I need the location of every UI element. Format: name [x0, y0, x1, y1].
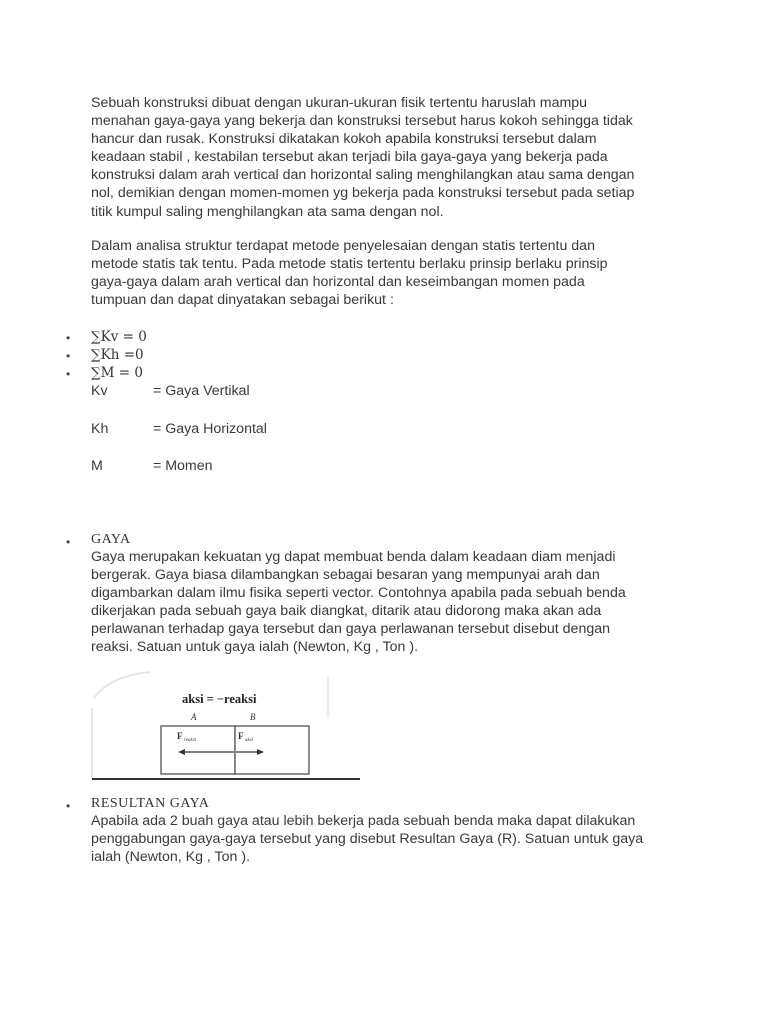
gaya-paragraph: [91, 548, 711, 657]
resultan-paragraph: [91, 812, 711, 866]
definition-symbol: Kh: [91, 421, 109, 437]
equation-sum-kh: ∑Kh =0: [91, 347, 144, 363]
definition-meaning: = Momen: [153, 458, 213, 474]
text-line: penggabungan gaya-gaya tersebut yang disebut Resultan Gaya (R). Satuan untuk gaya: [91, 831, 644, 848]
figure-title: aksi = −reaksi: [182, 692, 257, 706]
text-line: tumpuan dan dapat dinyatakan sebagai berikut :: [91, 292, 394, 309]
label-b: B: [250, 712, 256, 722]
text-line: hancur dan rusak. Konstruksi dikatakan kokoh apabila konstruksi tersebut dalam: [91, 131, 597, 148]
force-aksi-subscript: aksi: [245, 738, 254, 743]
text-line: gaya-gaya dalam arah vertical dan horizontal dan keseimbangan momen pada: [91, 274, 585, 291]
block-a: [161, 726, 235, 774]
force-aksi-label: F: [238, 731, 244, 741]
faint-stroke: [94, 672, 150, 698]
text-line: Sebuah konstruksi dibuat dengan ukuran-ukuran fisik tertentu haruslah mampu: [91, 95, 588, 111]
force-reaksi-subscript: reaksi: [184, 738, 197, 743]
definition-kv: [91, 382, 250, 400]
definition-symbol: M: [91, 458, 103, 474]
equation-sum-m: ∑M = 0: [91, 365, 143, 381]
bullet-icon: •: [66, 349, 71, 363]
text-line: dikerjakan pada sebuah gaya baik diangkat, ditarik atau didorong maka akan ada: [91, 603, 602, 620]
resultan-heading: RESULTAN GAYA: [91, 796, 210, 811]
bullet-icon: •: [66, 535, 71, 549]
definition-meaning: = Gaya Horizontal: [153, 421, 267, 437]
intro-paragraph: [91, 94, 711, 221]
analysis-paragraph: [91, 237, 711, 309]
definition-m: [91, 457, 213, 475]
definition-kh: [91, 420, 267, 438]
block-b: [235, 726, 309, 774]
definition-meaning: = Gaya Vertikal: [153, 383, 250, 399]
force-reaksi-label: F: [177, 731, 183, 741]
label-a: A: [191, 712, 197, 722]
text-line: ialah (Newton, Kg , Ton ).: [91, 849, 251, 866]
text-line: menahan gaya-gaya yang bekerja dan konstruksi tersebut harus kokoh sehingga tidak: [91, 113, 633, 130]
text-line: konstruksi dalam arah vertical dan horizontal saling menghilangkan atau sama dengan: [91, 167, 635, 184]
action-reaction-diagram: [90, 668, 362, 786]
bullet-icon: •: [66, 799, 71, 813]
text-line: Apabila ada 2 buah gaya atau lebih bekerja pada sebuah benda maka dapat dilakukan: [91, 813, 636, 829]
text-line: Gaya merupakan kekuatan yg dapat membuat benda dalam keadaan diam menjadi: [91, 549, 616, 565]
text-line: bergerak. Gaya biasa dilambangkan sebagai besaran yang mempunyai arah dan: [91, 567, 600, 584]
text-line: digambarkan dalam ilmu fisika seperti vector. Contohnya apabila pada sebuah benda: [91, 585, 626, 602]
text-line: nol, demikian dengan momen-momen yg bekerja pada konstruksi tersebut pada setiap: [91, 185, 635, 202]
action-reaction-figure: [90, 668, 362, 786]
text-line: perlawanan terhadap gaya tersebut dan gaya perlawanan tersebut disebut dengan: [91, 621, 611, 638]
text-line: reaksi. Satuan untuk gaya ialah (Newton, Kg , Ton ).: [91, 639, 419, 656]
text-line: keadaan stabil , kestabilan tersebut akan terjadi bila gaya-gaya yang bekerja pada: [91, 149, 608, 166]
definition-symbol: Kv: [91, 383, 108, 399]
gaya-heading: GAYA: [91, 532, 131, 547]
text-line: Dalam analisa struktur terdapat metode penyelesaian dengan statis tertentu dan: [91, 238, 595, 254]
text-line: titik kumpul saling menghilangkan ata sama dengan nol.: [91, 203, 444, 220]
equation-sum-kv: ∑Kv = 0: [91, 329, 147, 345]
text-line: metode statis tak tentu. Pada metode statis tertentu berlaku prinsip berlaku prinsip: [91, 256, 608, 273]
bullet-icon: •: [66, 331, 71, 345]
bullet-icon: •: [66, 367, 71, 381]
